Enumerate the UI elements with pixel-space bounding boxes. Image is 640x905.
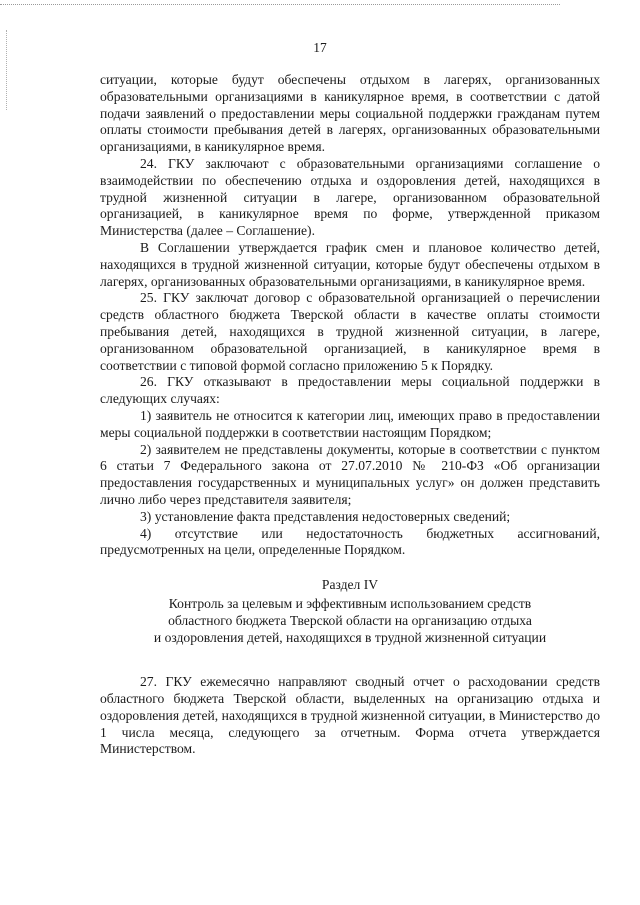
paragraph: 3) установление факта представления недостоверных сведений;: [140, 508, 511, 524]
section-gap: [100, 646, 600, 674]
paragraphs-before-section: [100, 72, 600, 559]
paragraph: 24. ГКУ заключают с образовательными организациями соглашение о взаимодействии по обеспечению отдыха и оздоровления детей, находящихся в трудной жизненной ситуации в лагере, организованном образовательной организацией, в каникулярное время по форме, утвержденной приказом Министерства (далее – Соглашение).: [100, 155, 600, 239]
paragraph: 27. ГКУ ежемесячно направляют сводный отчет о расходовании средств областного бюджета Тверской области, выделенных на организацию отдыха и оздоровления детей, находящихся в трудной жизненной ситуации, в Министерство до 1 числа месяца, следующего за отчетным. Форма отчета утверждается Министерством.: [100, 674, 600, 757]
paragraph: 2) заявителем не представлены документы, которые в соответствии с пунктом 6 статьи 7 Федерального закона от 27.07.2010 № 210-ФЗ «Об организации предоставления государственных и муниципальных услуг» он должен представить лично либо через представителя заявителя;: [100, 441, 600, 507]
paragraph: 26. ГКУ отказывают в предоставлении меры социальной поддержки в следующих случаях:: [100, 374, 600, 407]
section-title-line: и оздоровления детей, находящихся в трудной жизненной ситуации: [153, 629, 547, 645]
paragraphs-after-section: [100, 674, 600, 758]
section-title-line: областного бюджета Тверской области на организацию отдыха: [168, 612, 532, 628]
paragraph: 25. ГКУ заключат договор с образовательной организацией о перечислении средств областного бюджета Тверской области в качестве оплаты стоимости пребывания детей, находящихся в трудной жизненной ситуации, в лагере, организованном образовательной организацией, в каникулярное время в соответствии с типовой формой согласно приложению 5 к Порядку.: [100, 290, 600, 373]
paragraph: 4) отсутствие или недостаточность бюджетных ассигнований, предусмотренных на цели, определенные Порядком.: [100, 525, 600, 558]
section-heading: Раздел IV: [321, 577, 379, 593]
page-number: 17: [313, 40, 327, 55]
paragraph: 1) заявитель не относится к категории лиц, имеющих право в предоставлении меры социальной поддержки в соответствии настоящим Порядком;: [100, 407, 600, 440]
paragraph: В Соглашении утверждается график смен и плановое количество детей, находящихся в трудной жизненной ситуации, которые будут обеспечены отдыхом в лагерях, организованных образовательными организациями, в каникулярное время.: [100, 239, 600, 289]
section-header: [100, 577, 600, 646]
scan-edge-top: [0, 4, 560, 5]
document-body: [100, 72, 600, 758]
section-title-line: Контроль за целевым и эффективным использованием средств: [168, 595, 532, 611]
paragraph: ситуации, которые будут обеспечены отдыхом в лагерях, организованных образовательными организациями в каникулярное время, в соответствии с датой подачи заявлений о предоставлении меры социальной поддержки гражданам путем оплаты стоимости пребывания детей в лагерях, организованных образовательными организациями, в каникулярное время.: [100, 72, 600, 155]
